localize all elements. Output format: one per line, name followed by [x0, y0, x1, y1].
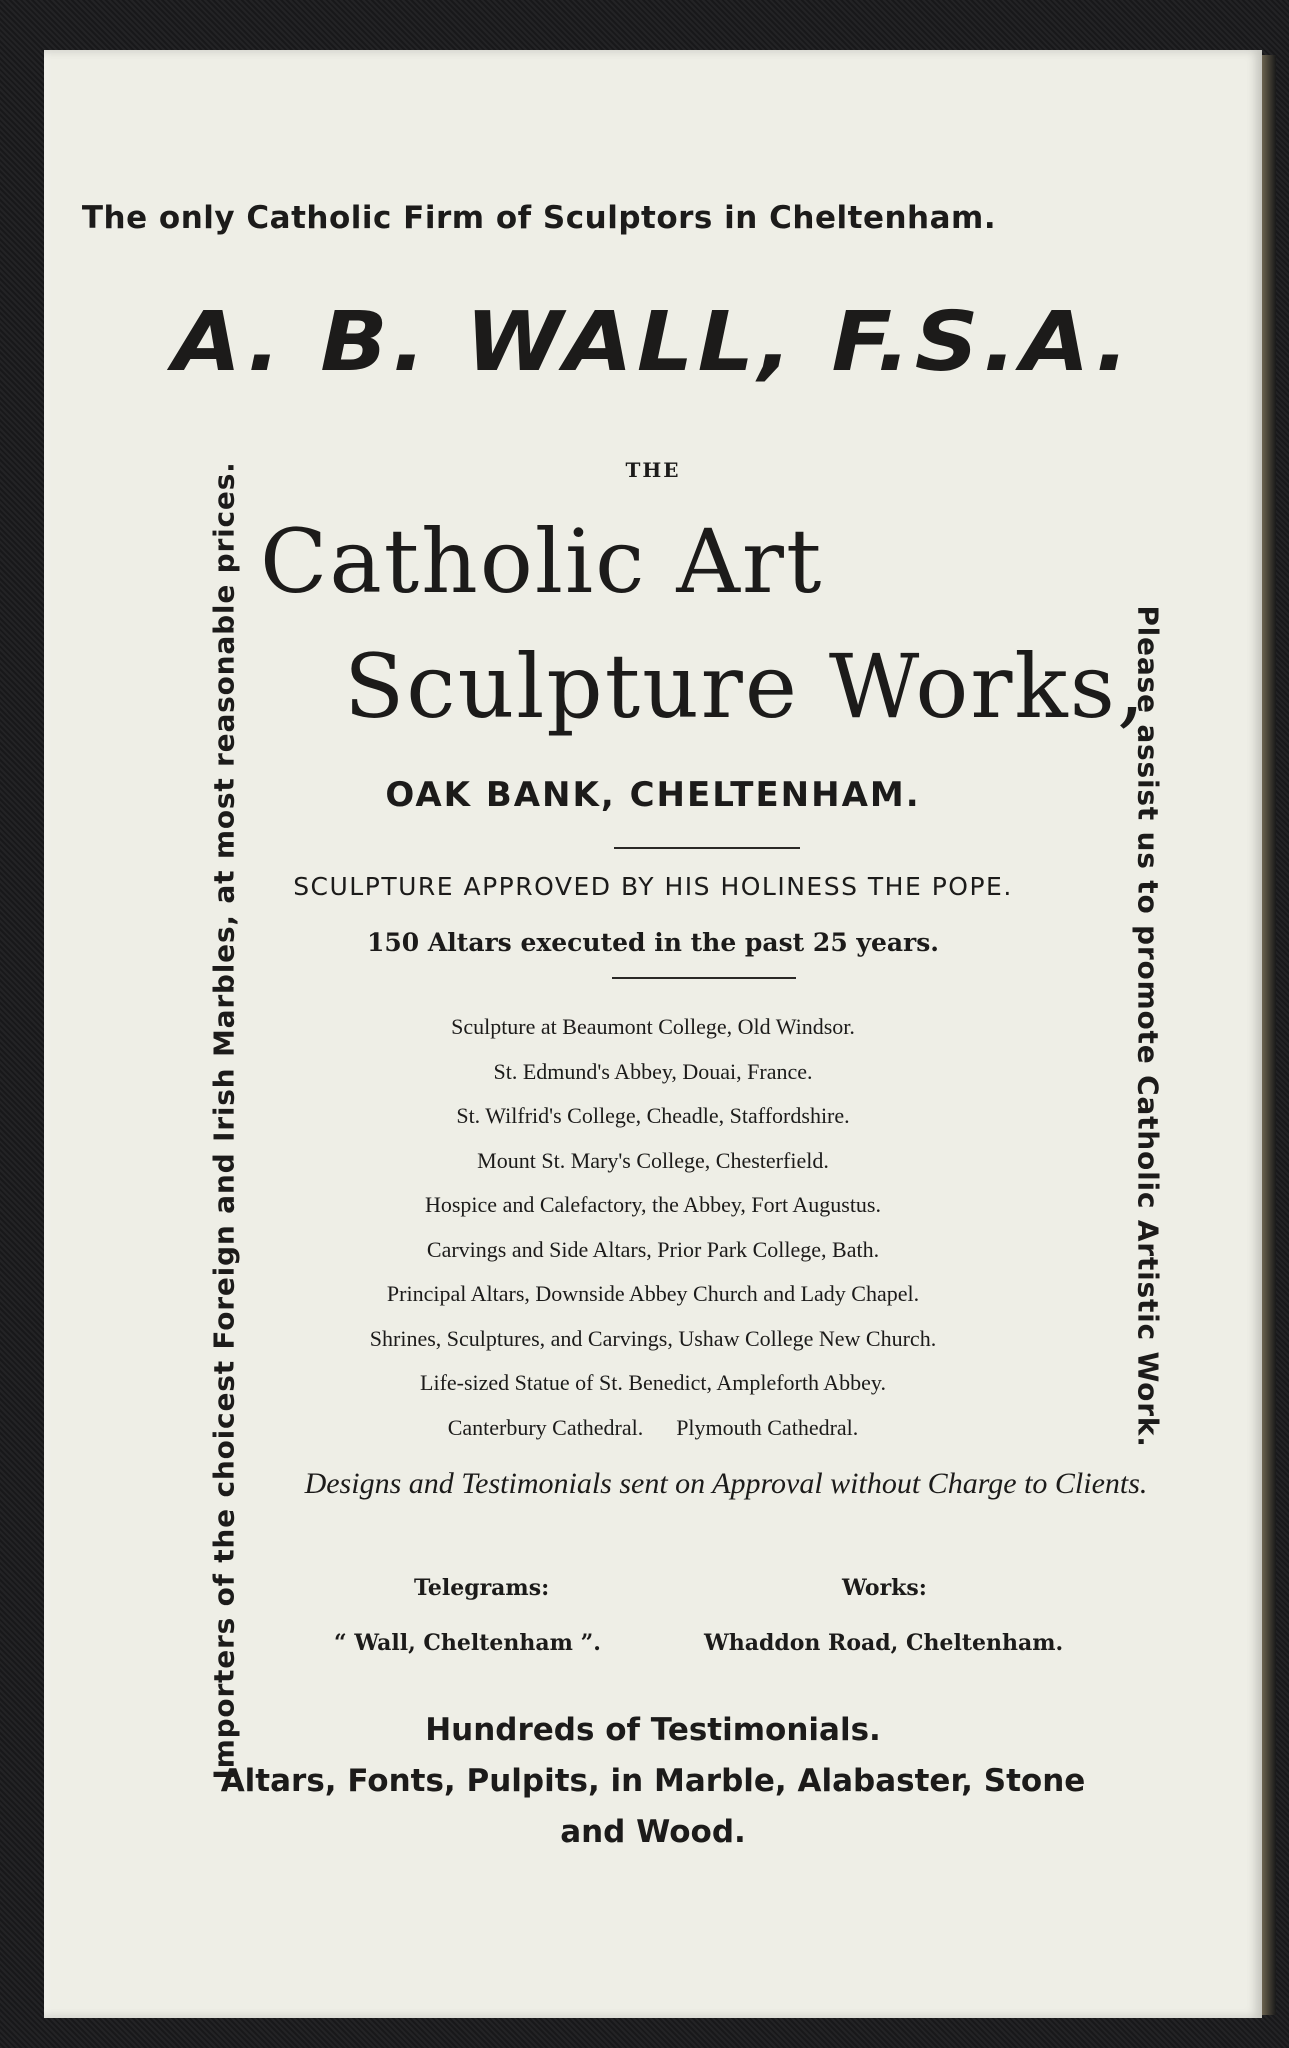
- advertisement-page: [44, 50, 1262, 2018]
- footer-line: Hundreds of Testimonials.: [425, 1712, 881, 1748]
- list-item: St. Edmund's Abbey, Douai, France.: [493, 1058, 813, 1084]
- telegrams-address: “ Wall, Cheltenham ”.: [334, 1630, 601, 1656]
- list-item: Principal Altars, Downside Abbey Church and Lady Chapel.: [386, 1281, 920, 1306]
- title-catholic-art: Catholic Art: [260, 510, 824, 613]
- works-address: Whaddon Road, Cheltenham.: [704, 1630, 1064, 1656]
- divider-rule-top: [614, 847, 800, 849]
- altars-count-line: 150 Altars executed in the past 25 years.: [366, 928, 940, 957]
- designs-note: Designs and Testimonials sent on Approval without Charge to Clients.: [304, 1467, 1148, 1500]
- footer-line: Altars, Fonts, Pulpits, in Marble, Alabaster, Stone: [220, 1763, 1086, 1799]
- divider-rule-bottom: [612, 977, 796, 979]
- title-sculpture-works: Sculpture Works,: [344, 635, 1147, 738]
- left-sidebar-text: Importers of the choicest Foreign and Irish Marbles, at most reasonable prices.: [207, 461, 241, 1780]
- list-item: Canterbury Cathedral. Plymouth Cathedral.: [447, 1414, 859, 1440]
- list-item: Hospice and Calefactory, the Abbey, Fort Augustus.: [424, 1192, 881, 1217]
- right-sidebar-text: Please assist us to promote Catholic Artistic Work.: [1131, 605, 1165, 1448]
- list-item: Mount St. Mary's College, Chesterfield.: [477, 1147, 829, 1173]
- list-item: Sculpture at Beaumont College, Old Windsor.: [451, 1014, 855, 1039]
- list-item: Shrines, Sculptures, and Carvings, Ushaw College New Church.: [369, 1325, 937, 1351]
- address: OAK BANK, CHELTENHAM.: [385, 775, 921, 815]
- the-label: THE: [625, 458, 681, 482]
- list-item: St. Wilfrid's College, Cheadle, Staffordshire.: [456, 1103, 850, 1128]
- list-item: Life-sized Statue of St. Benedict, Ampleforth Abbey.: [420, 1370, 886, 1395]
- footer-line: and Wood.: [560, 1814, 746, 1850]
- telegrams-label: Telegrams:: [414, 1575, 550, 1601]
- top-tagline: The only Catholic Firm of Sculptors in Cheltenham.: [81, 200, 997, 236]
- list-item: Carvings and Side Altars, Prior Park College, Bath.: [426, 1236, 880, 1262]
- papal-approval-line: SCULPTURE APPROVED BY HIS HOLINESS THE POPE.: [293, 872, 1013, 901]
- firm-name: A. B. WALL, F.S.A.: [172, 295, 1134, 390]
- works-label: Works:: [842, 1575, 927, 1601]
